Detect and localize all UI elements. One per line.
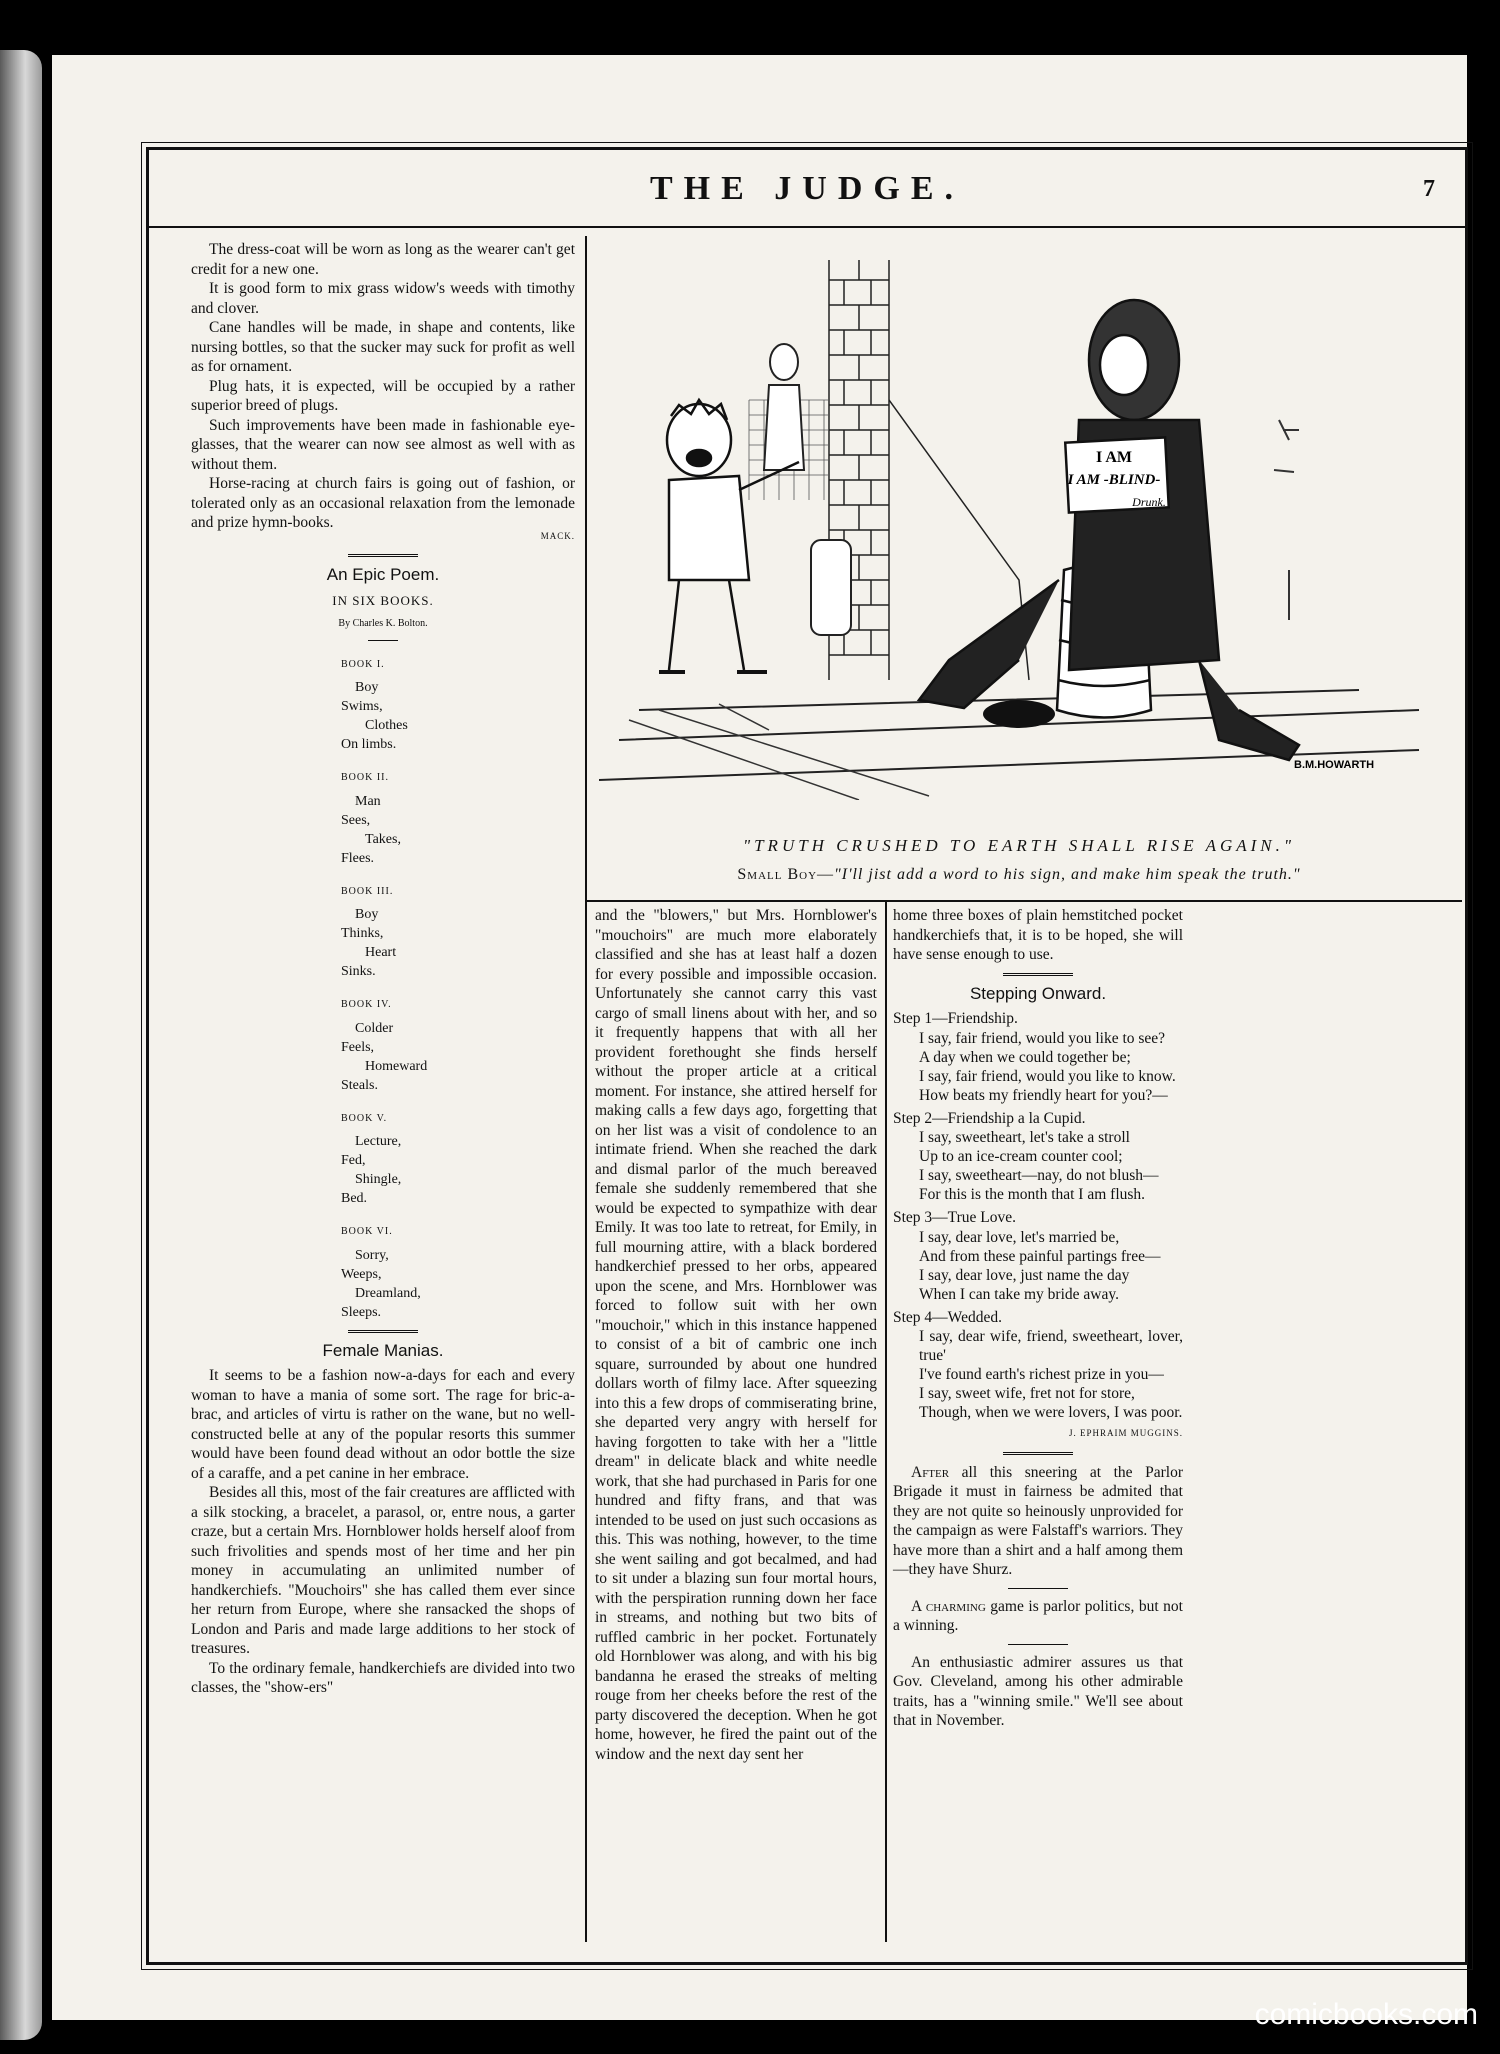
- paragraph: The dress-coat will be worn as long as the wearer can't get credit for a new one.: [191, 241, 575, 278]
- book-word: Thinks,: [341, 926, 384, 941]
- poem-line: How beats my friendly heart for you?—: [919, 1086, 1168, 1104]
- book-word: Sorry,: [355, 1247, 389, 1263]
- stepping-onward-title: Stepping Onward.: [969, 983, 1107, 1003]
- hat-on-ground: [983, 700, 1055, 728]
- book-word: Dreamland,: [355, 1285, 421, 1301]
- cartoon-bottom-rule: [586, 900, 1462, 902]
- poem-step-3: [893, 1208, 1183, 1304]
- section-divider: [348, 1330, 418, 1333]
- poem-line: A day when we could together be;: [919, 1048, 1131, 1066]
- poem-line: I say, dear love, let's married be,: [919, 1228, 1120, 1246]
- dialogue-speaker: Small Boy—: [737, 866, 835, 883]
- book-word: Lecture,: [355, 1134, 402, 1149]
- watermark: comicbooks.com: [1254, 1998, 1478, 2031]
- book-word: Fed,: [341, 1153, 366, 1168]
- book-label: BOOK V.: [341, 1112, 388, 1124]
- poem-line: I say, dear wife, friend, sweetheart, lover, true': [919, 1328, 1183, 1364]
- paragraph: [893, 1653, 1183, 1731]
- book-label: BOOK VI.: [341, 1226, 393, 1237]
- book-2: [341, 768, 575, 868]
- sign-text: I AM -BLIND-: [1067, 472, 1161, 488]
- step-label: Step 1—Friendship.: [893, 1010, 1018, 1027]
- poem-line: Up to an ice-cream counter cool;: [919, 1148, 1123, 1165]
- column-2: [595, 906, 877, 1764]
- poem-step-2: [893, 1109, 1183, 1205]
- section-divider: [348, 554, 418, 557]
- cartoon-caption: "TRUTH CRUSHED TO EARTH SHALL RISE AGAIN.": [742, 836, 1296, 855]
- section-divider: [1003, 1452, 1073, 1455]
- poem-step-1: [893, 1009, 1183, 1105]
- masthead-title: THE JUDGE.: [649, 170, 965, 207]
- book-word: Homeward: [365, 1058, 428, 1074]
- book-word: Clothes: [365, 718, 408, 733]
- book-label: BOOK IV.: [341, 999, 392, 1010]
- divider: [1008, 1588, 1068, 1589]
- background-boy: [764, 344, 804, 470]
- divider: [1008, 1644, 1068, 1645]
- paragraph: home three boxes of plain hemstitched pocket handkerchiefs that, it is to be hoped, she will have sense enough to use.: [893, 907, 1183, 963]
- book-word: Swims,: [341, 699, 383, 714]
- wall-marks: [1274, 420, 1299, 620]
- column-1: [191, 240, 575, 1698]
- lead-word: A charming: [911, 1597, 986, 1615]
- lead-word: After: [911, 1463, 950, 1481]
- book-word: Flees.: [341, 850, 375, 866]
- divider: [368, 640, 398, 641]
- brick-wall: [829, 260, 1029, 680]
- author-signature: MACK.: [540, 530, 575, 541]
- dialogue-text: "I'll jist add a word to his sign, and make him speak the truth.": [834, 866, 1301, 883]
- book-3: [341, 882, 575, 982]
- poem-line: Though, when we were lovers, I was poor.: [919, 1404, 1183, 1421]
- poem-line: I've found earth's richest prize in you—: [919, 1366, 1164, 1383]
- paragraph: Besides all this, most of the fair creatures are afflicted with a silk stocking, a bracelet, a parasol, or, entre nous, a garter craze, but a certain Mrs. Hornblower holds herself aloof from such frivolities and spends most of her time and her pin money in accumulating an unlimited number of handkerchiefs. "Mouchoirs" she has called them ever since her return from Europe, where she ransacked the shops of London and Paris and made large additions to her stock of treasures.: [191, 1484, 575, 1657]
- paragraph: It is good form to mix grass widow's weeds with timothy and clover.: [191, 280, 575, 317]
- sign-text-line1: I AM: [1096, 449, 1132, 466]
- book-6: [341, 1222, 575, 1322]
- paragraph-text: An enthusiastic admirer assures us that Gov. Cleveland, among his other admirable traits, has a "winning smile." We'll see about that in November.: [893, 1653, 1183, 1729]
- book-word: Steals.: [341, 1077, 378, 1093]
- page-header: [149, 150, 1465, 228]
- step-label: Step 2—Friendship a la Cupid.: [893, 1109, 1086, 1127]
- poem-signature: J. EPHRAIM MUGGINS.: [1068, 1428, 1183, 1438]
- poem-line: I say, sweetheart, let's take a stroll: [919, 1129, 1130, 1146]
- paragraph: and the "blowers," but Mrs. Hornblower's "mouchoirs" are much more elaborately classified and she has at least half a dozen for every possible and impossible occasion. Unfortunately she cannot carry this vast cargo of small linens about with her, and so it frequently happens that with all her provident forethought she finds herself without the proper article at a critical moment. For instance, she attired herself for making calls a few days ago, forgetting that on her list was a visit of condolence to an intimate friend. When she reached the dark and dismal parlor of the much bereaved female she suddenly remembered that she would be expected to sympathize with dear Emily. It was too late to retreat, for Emily, in full mourning attire, with a black bordered handkerchief pressed to her orbs, appeared upon the scene, and Mrs. Hornblower was forced to follow suit with her own "mouchoir," which in this instance happened to consist of a bit of cambric one inch square, surrounded by about one hundred dollars worth of filmy lace. After squeezing into this a few drops of commiserating brine, she departed very angry with herself for having forgotten to take with her a "little dream" in delicate black and white needle work, that she had purchased in Paris for one hundred and fifty frans, and that was intended to be used on just such occasions as this. This was nothing, however, to the time she went sailing and got becalmed, and had to sit under a blazing sun four mortal hours, with the perspiration running down her face in streams, and nothing but two bits of ruffled cambric in her pocket. Fortunately old Hornblower was along, and with his big bandanna he erased the streaks of melting rouge from her cheeks before the rest of the party discovered the deception. When he got home, however, he fired the paint out of the window and the next day sent her: [595, 907, 877, 1763]
- paragraph: Such improvements have been made in fashionable eye-glasses, that the wearer can now see almost as well with as without them.: [191, 416, 575, 473]
- book-word: Sinks.: [341, 964, 376, 979]
- book-word: Feels,: [341, 1039, 375, 1055]
- book-word: Shingle,: [355, 1172, 402, 1187]
- poem-step-4: [893, 1308, 1183, 1423]
- page-number: 7: [1423, 176, 1435, 202]
- cartoon-dialogue: [599, 866, 1439, 884]
- book-word: Boy: [355, 680, 379, 695]
- paragraph: Horse-racing at church fairs is going out of fashion, or tolerated only as an occasional relaxation from the lemonade and prize hymn-books.: [191, 475, 575, 531]
- book-word: Weeps,: [341, 1266, 382, 1282]
- paragraph-text: all this sneering at the Parlor Brigade it must in fairness be admited that they are not quite so heinously unprovided for the campaign as were Falstaff's warriors. They have more than a shirt and a half among them—they have Shurz.: [893, 1463, 1183, 1578]
- poem-line: For this is the month that I am flush.: [919, 1186, 1146, 1203]
- page-frame: [146, 147, 1468, 1965]
- book-label: BOOK III.: [341, 885, 394, 897]
- step-label: Step 3—True Love.: [893, 1209, 1016, 1226]
- poem-line: I say, dear love, just name the day: [919, 1266, 1130, 1284]
- small-barrel: [811, 540, 851, 635]
- book-word: Takes,: [365, 831, 401, 847]
- facing-page-edge: [0, 50, 42, 2040]
- paragraph: To the ordinary female, handkerchiefs are divided into two classes, the "show-ers": [191, 1659, 575, 1696]
- book-1: [341, 655, 575, 755]
- epic-poem-byline: By Charles K. Bolton.: [338, 618, 428, 629]
- paragraph: Cane handles will be made, in shape and contents, like nursing bottles, so that the sucker may suck for profit as well as for ornament.: [191, 319, 575, 375]
- book-4: [341, 995, 575, 1095]
- book-word: Man: [355, 793, 381, 809]
- book-word: Sleeps.: [341, 1304, 382, 1320]
- paragraph: Plug hats, it is expected, will be occupied by a rather superior breed of plugs.: [191, 377, 575, 414]
- book-word: On limbs.: [341, 737, 397, 752]
- column-rule: [885, 902, 887, 1942]
- poem-line: I say, sweetheart—nay, do not blush—: [919, 1167, 1159, 1184]
- book-word: Sees,: [341, 812, 371, 828]
- poem-line: I say, sweet wife, fret not for store,: [919, 1385, 1135, 1402]
- paragraph: [893, 1463, 1183, 1580]
- step-label: Step 4—Wedded.: [893, 1308, 1002, 1326]
- paragraph: [893, 1597, 1183, 1636]
- epic-poem-subtitle: IN SIX BOOKS.: [332, 592, 434, 608]
- book-5: [341, 1109, 575, 1209]
- book-label: BOOK II.: [341, 772, 389, 783]
- paragraph: It seems to be a fashion now-a-days for each and every woman to have a mania of some sort. The rage for bric-a-brac, and articles of virtu is rather on the wane, but no well-constructed belle at any of the popular resorts this summer would have been found dead without an odor bottle the size of a caraffe, and a pet canine in her embrace.: [191, 1367, 575, 1482]
- sign-addition: Drunk.: [1132, 495, 1166, 509]
- book-word: Colder: [355, 1020, 394, 1036]
- poem-line: When I can take my bride away.: [919, 1285, 1119, 1303]
- column-3: [893, 906, 1183, 1731]
- cartoon-illustration: [599, 240, 1439, 800]
- female-manias-title: Female Manias.: [322, 1340, 444, 1360]
- book-word: Bed.: [341, 1191, 368, 1206]
- book-word: Heart: [365, 945, 397, 960]
- poem-line: I say, fair friend, would you like to know.: [919, 1067, 1176, 1085]
- column-rule: [585, 236, 587, 1942]
- poem-line: I say, fair friend, would you like to see?: [919, 1029, 1166, 1047]
- section-divider: [1003, 973, 1073, 976]
- poem-line: And from these painful partings free—: [919, 1247, 1161, 1265]
- paragraph-text: game is parlor politics, but not a winning.: [893, 1597, 1183, 1634]
- page-sheet: [52, 55, 1467, 2020]
- epic-poem-title: An Epic Poem.: [326, 565, 440, 584]
- book-label: BOOK I.: [341, 658, 385, 670]
- artist-signature: B.M.HOWARTH: [1294, 759, 1375, 771]
- book-word: Boy: [355, 907, 379, 922]
